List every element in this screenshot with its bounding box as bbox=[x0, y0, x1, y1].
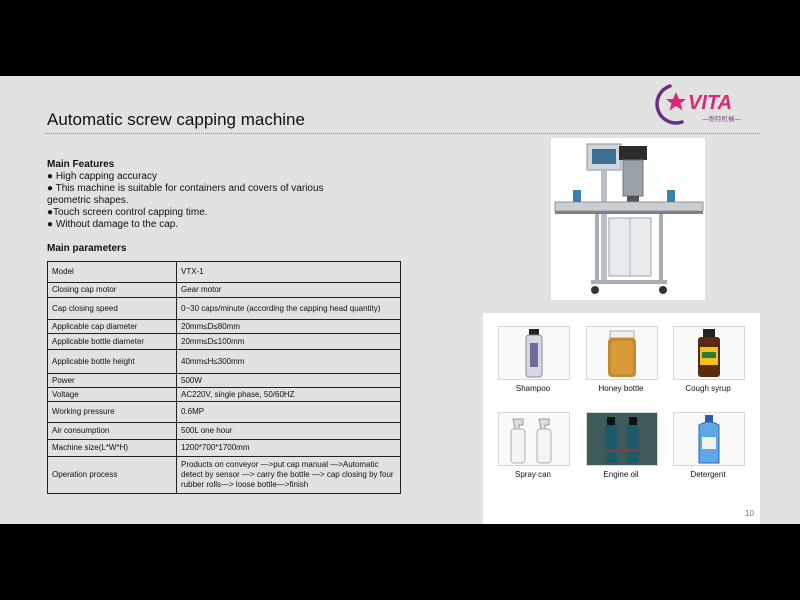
feature-item: ● High capping accuracy bbox=[47, 171, 157, 182]
param-value: 20mm≤D≤80mm bbox=[177, 320, 401, 334]
parameters-heading: Main parameters bbox=[47, 243, 127, 254]
capping-machine-illustration bbox=[551, 138, 705, 300]
title-divider bbox=[45, 133, 760, 134]
param-value: 20mm≤D≤100mm bbox=[177, 334, 401, 350]
table-row bbox=[48, 440, 401, 457]
detergent-bottle-image bbox=[673, 412, 745, 466]
product-label: Spray can bbox=[514, 470, 552, 479]
shampoo-bottle-image bbox=[498, 326, 570, 380]
table-row bbox=[48, 262, 401, 283]
table-row bbox=[48, 457, 401, 494]
table-row bbox=[48, 402, 401, 423]
product-card-spray-can bbox=[498, 412, 568, 479]
product-label: Honey bottle bbox=[598, 384, 644, 393]
param-key: Voltage bbox=[48, 388, 177, 402]
product-card-engine-oil bbox=[586, 412, 656, 479]
product-card-honey-bottle bbox=[586, 326, 656, 393]
table-row bbox=[48, 423, 401, 440]
param-key: Closing cap motor bbox=[48, 283, 177, 298]
param-value: 500L one hour bbox=[177, 423, 401, 440]
product-card-cough-syrup bbox=[673, 326, 743, 393]
vita-logo bbox=[648, 78, 760, 130]
product-label: Engine oil bbox=[603, 470, 639, 479]
product-label: Detergent bbox=[690, 470, 726, 479]
table-row bbox=[48, 334, 401, 350]
table-row bbox=[48, 388, 401, 402]
table-row bbox=[48, 374, 401, 388]
param-value: 40mm≤H≤300mm bbox=[177, 350, 401, 374]
param-value: AC220V, single phase, 50/60HZ bbox=[177, 388, 401, 402]
param-key: Machine size(L*W*H) bbox=[48, 440, 177, 457]
table-row bbox=[48, 320, 401, 334]
param-key: Applicable bottle height bbox=[48, 350, 177, 374]
features-heading: Main Features bbox=[47, 159, 115, 170]
param-value: 0.6MP bbox=[177, 402, 401, 423]
param-value: 1200*700*1700mm bbox=[177, 440, 401, 457]
logo-subtitle: —维特机械— bbox=[702, 115, 741, 123]
param-value: VTX-1 bbox=[177, 262, 401, 283]
param-key: Operation process bbox=[48, 457, 177, 494]
table-row bbox=[48, 283, 401, 298]
feature-item: ● Without damage to the cap. bbox=[47, 219, 179, 230]
param-key: Air consumption bbox=[48, 423, 177, 440]
table-row bbox=[48, 350, 401, 374]
param-key: Applicable bottle diameter bbox=[48, 334, 177, 350]
table-row bbox=[48, 298, 401, 320]
slide-title: Automatic screw capping machine bbox=[47, 110, 305, 129]
product-label: Cough syrup bbox=[685, 384, 731, 393]
param-value: Products on conveyor —>put cap manual —>Automatic detect by sensor —> carry the bottle —> cap closing by four rubber rolls—> loose bottle—>finish bbox=[177, 457, 401, 494]
product-card-detergent bbox=[673, 412, 743, 479]
slide bbox=[0, 76, 800, 524]
main-features bbox=[47, 159, 347, 231]
product-card-shampoo bbox=[498, 326, 568, 393]
param-value: 0~30 caps/minute (according the capping head quantity) bbox=[177, 298, 401, 320]
parameters-table bbox=[47, 261, 401, 494]
param-value: 500W bbox=[177, 374, 401, 388]
feature-item: ● This machine is suitable for containers and covers of various geometric shapes. bbox=[47, 183, 324, 206]
spray-can-image bbox=[498, 412, 570, 466]
param-key: Working pressure bbox=[48, 402, 177, 423]
cough-syrup-image bbox=[673, 326, 745, 380]
machine-photo bbox=[551, 138, 705, 300]
product-label: Shampoo bbox=[515, 384, 551, 393]
logo-brand: VITA bbox=[688, 92, 733, 114]
engine-oil-image bbox=[586, 412, 658, 466]
param-value: Gear motor bbox=[177, 283, 401, 298]
param-key: Applicable cap diameter bbox=[48, 320, 177, 334]
param-key: Power bbox=[48, 374, 177, 388]
honey-bottle-image bbox=[586, 326, 658, 380]
param-key: Cap closing speed bbox=[48, 298, 177, 320]
products-panel bbox=[483, 313, 760, 524]
page-number: 10 bbox=[745, 509, 754, 518]
param-key: Model bbox=[48, 262, 177, 283]
feature-item: ●Touch screen control capping time. bbox=[47, 207, 208, 218]
